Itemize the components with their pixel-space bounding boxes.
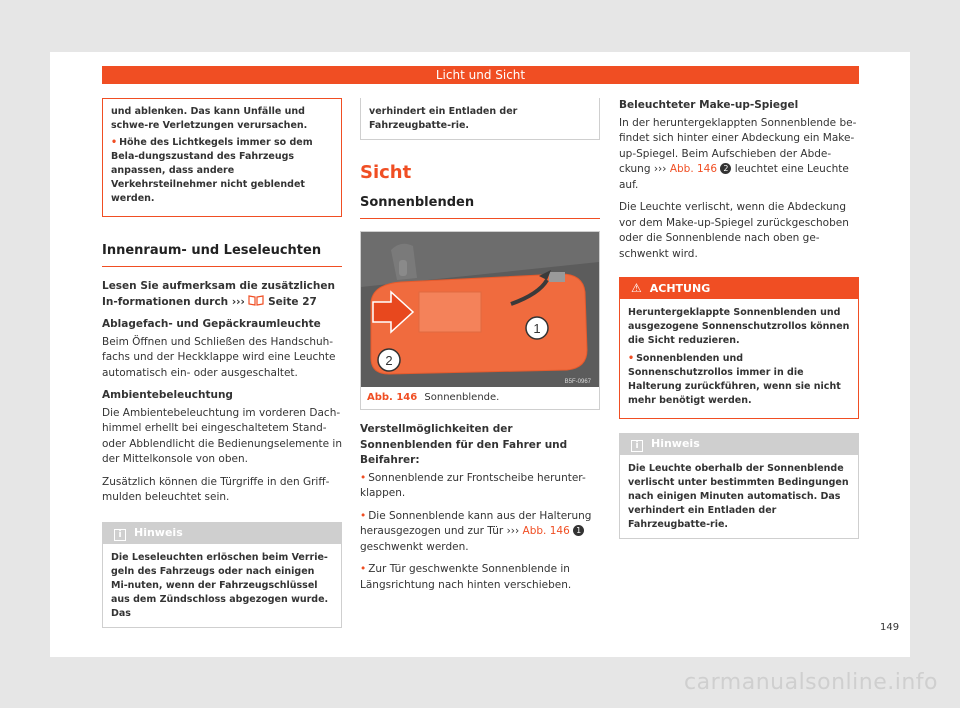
callout-badge-1: 1: [573, 525, 584, 536]
paragraph-ablagefach: Beim Öffnen und Schließen des Handschuh-fachs und der Heckklappe wird eine Leuchte automatisch ein- oder ausgeschaltet.: [102, 335, 336, 379]
hinweis-body: [102, 544, 342, 628]
subheading-makeup-spiegel: Beleuchteter Make-up-Spiegel: [619, 99, 799, 111]
achtung-text-1: Heruntergeklappte Sonnenblenden und ausgezogene Sonnenschutzrollos können die Sicht reduzieren.: [628, 307, 850, 346]
figure-caption: Abb. 146 Sonnenblende.: [367, 392, 500, 403]
paragraph-makeup-spiegel: In der heruntergeklappten Sonnenblende be-findet sich hinter einer Abdeckung ein Make-up-Spiegel. Beim Aufschieben der Abde-ckung ››› Abb. 146 2 leuchtet eine Leuchte auf.: [619, 116, 857, 191]
info-icon: i: [114, 529, 126, 541]
callout-badge-2: 2: [720, 163, 731, 174]
chapter-header: Licht und Sicht: [102, 66, 859, 84]
paragraph-tuergriffe: Zusätzlich können die Türgriffe in den Griff-mulden beleuchtet sein.: [102, 475, 330, 503]
intro-text: Lesen Sie aufmerksam die zusätzlichen In-formationen durch ››› Seite 27: [102, 280, 335, 308]
achtung-body: [619, 299, 859, 419]
achtung-header: ⚠ ACHTUNG: [619, 277, 859, 299]
watermark: carmanualsonline.info: [684, 670, 938, 695]
warning-triangle-icon: ⚠: [631, 281, 642, 295]
hinweis-continuation-box: [360, 98, 600, 140]
warning-text-2: • Höhe des Lichtkegels immer so dem Bela-dungszustand des Fahrzeugs anpassen, dass andere Verkehrsteilnehmer nicht geblendet werden.: [111, 137, 313, 204]
hinweis-body-right: [619, 455, 859, 539]
column-left: [102, 98, 342, 628]
figure-callout-1: 1: [533, 321, 541, 336]
bullet-icon: •: [111, 137, 118, 148]
figure-reference-link-2[interactable]: Abb. 146: [669, 163, 718, 175]
subheading-ablagefach: Ablagefach- und Gepäckraumleuchte: [102, 318, 321, 330]
figure-sun-visor: [360, 231, 600, 410]
hinweis-continuation-text: verhindert ein Entladen der Fahrzeugbatte-rie.: [369, 106, 518, 131]
bullet-item-1: • Sonnenblende zur Frontscheibe herunter-klappen.: [360, 471, 586, 499]
hinweis-text: Die Leseleuchten erlöschen beim Verrie-geln des Fahrzeugs oder nach einigen Mi-nuten, wenn der Fahrzeugschlüssel aus dem Zündschloss abgezogen wurde. Das: [111, 551, 329, 619]
paragraph-ambiente: Die Ambientebeleuchtung im vorderen Dach-himmel erhellt bei eingeschaltetem Stand-oder Abblendlicht die Bedienungselemente in der Mittelkonsole von oben.: [102, 406, 342, 465]
book-icon: [248, 296, 268, 308]
figure-callout-2: 2: [385, 353, 393, 368]
hinweis-text-right: Die Leuchte oberhalb der Sonnenblende verlischt unter bestimmten Bedingungen nach einigen Minuten automatisch. Das verhindert ein Entladen der Fahrzeugbatte-rie.: [628, 463, 849, 530]
bullet-item-2: • Die Sonnenblende kann aus der Halterung herausgezogen und zur Tür ››› Abb. 146 1 geschwenkt werden.: [360, 509, 592, 553]
column-middle: [360, 98, 600, 600]
bullet-item-3: • Zur Tür geschwenkte Sonnenblende in Längsrichtung nach hinten verschieben.: [360, 563, 572, 591]
column-right: [619, 98, 859, 539]
page-number: 149: [880, 622, 900, 633]
section-title-innenraum: Innenraum- und Leseleuchten: [102, 243, 342, 267]
achtung-text-2: • Sonnenblenden und Sonnenschutzrollos immer in die Halterung zurückführen, wenn sie nicht mehr benötigt werden.: [628, 353, 841, 406]
hinweis-header-right: i Hinweis: [619, 433, 859, 455]
figure-reference-link[interactable]: Abb. 146: [522, 525, 570, 537]
page-reference-link[interactable]: Seite 27: [268, 295, 317, 308]
paragraph-leuchte: Die Leuchte verlischt, wenn die Abdeckung vor dem Make-up-Spiegel zurückgeschoben oder die Sonnenblende nach oben ge-schwenkt wird.: [619, 201, 849, 260]
subheading-verstellmoeglichkeiten: Verstellmöglichkeiten der Sonnenblenden für den Fahrer und Beifahrer:: [360, 423, 568, 466]
hinweis-box-right: [619, 433, 859, 539]
figure-code: B5F-0967: [564, 379, 591, 385]
chapter-heading-sicht: Sicht: [360, 162, 412, 183]
warning-text-1: und ablenken. Das kann Unfälle und schwe-re Verletzungen verursachen.: [111, 106, 308, 131]
achtung-box: [619, 277, 859, 419]
section-title-sonnenblenden: Sonnenblenden: [360, 195, 600, 219]
subheading-ambiente: Ambientebeleuchtung: [102, 389, 233, 401]
warning-continuation-box: [102, 98, 342, 217]
info-icon: i: [631, 440, 643, 452]
sun-visor-illustration: [361, 232, 599, 387]
hinweis-box-left: [102, 522, 342, 628]
hinweis-header: i Hinweis: [102, 522, 342, 544]
